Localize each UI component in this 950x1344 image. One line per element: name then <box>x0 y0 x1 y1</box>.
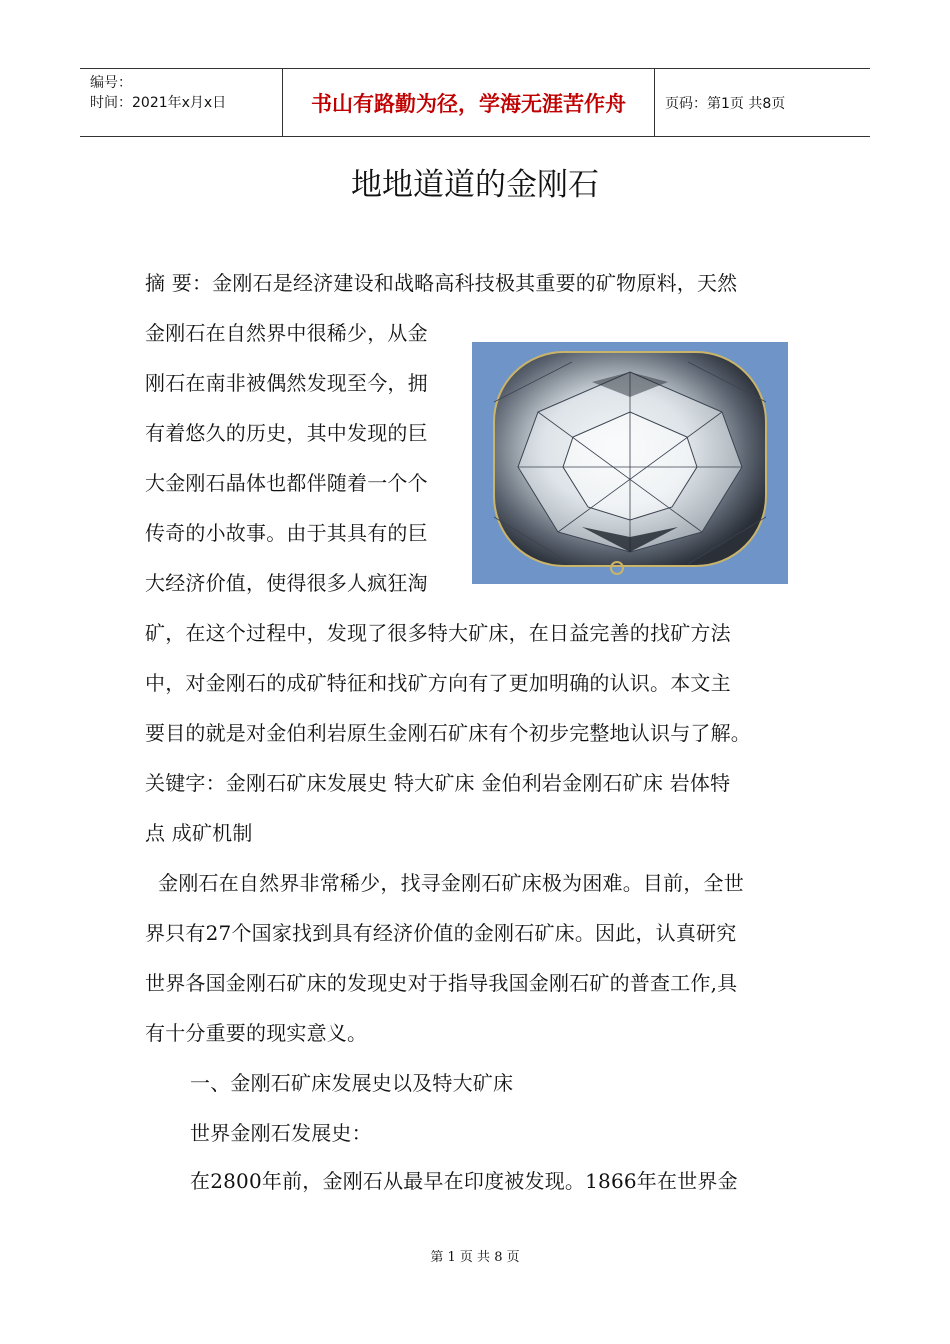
abstract-line-6: 传奇的小故事。由于其具有的巨 <box>145 521 428 545</box>
document-title: 地地道道的金刚石 <box>351 167 599 203</box>
page-info: 页码：第1页 共8页 <box>665 95 786 112</box>
abstract-line-9: 中，对金刚石的成矿特征和找矿方向有了更加明确的认识。本文主 <box>145 671 731 695</box>
motto: 书山有路勤为径，学海无涯苦作舟 <box>283 69 655 136</box>
abstract-label: 摘 要： <box>145 271 213 295</box>
header-meta-cell <box>80 69 283 136</box>
page-footer: 第 1 页 共 8 页 <box>430 1250 520 1265</box>
abstract-line-8: 矿，在这个过程中，发现了很多特大矿床，在日益完善的找矿方法 <box>145 621 731 645</box>
abstract-line-10: 要目的就是对金伯利岩原生金刚石矿床有个初步完整地认识与了解。 <box>145 721 751 745</box>
abstract-line-5: 大金刚石晶体也都伴随着一个个 <box>145 471 428 495</box>
subheading-1: 世界金刚石发展史： <box>190 1121 372 1145</box>
diamond-photo-icon <box>472 342 788 584</box>
document-header <box>80 68 870 137</box>
abstract-line-4: 有着悠久的历史，其中发现的巨 <box>145 421 428 445</box>
body-paragraph-1-line-3: 世界各国金刚石矿床的发现史对于指导我国金刚石矿的普查工作,具 <box>145 971 738 995</box>
body-paragraph-1-line-2: 界只有27个国家找到具有经济价值的金刚石矿床。因此，认真研究 <box>145 921 737 945</box>
time-label: 时间：2021年x月x日 <box>90 95 227 111</box>
abstract-line-3: 刚石在南非被偶然发现至今，拥 <box>145 371 428 395</box>
keywords-line-2: 点 成矿机制 <box>145 821 253 845</box>
body-paragraph-1-line-1: 金刚石在自然界非常稀少，找寻金刚石矿床极为困难。目前，全世 <box>145 871 744 895</box>
abstract-line-7: 大经济价值，使得很多人疯狂淘 <box>145 571 428 595</box>
number-label: 编号： <box>90 75 132 91</box>
body-paragraph-2-line-1: 在2800年前，金刚石从最早在印度被发现。1866年在世界金 <box>190 1169 738 1193</box>
abstract-line-2: 金刚石在自然界中很稀少，从金 <box>145 321 428 345</box>
body-paragraph-1-line-4: 有十分重要的现实意义。 <box>145 1021 368 1045</box>
keywords-line-1: 关键字：金刚石矿床发展史 特大矿床 金伯利岩金刚石矿床 岩体特 <box>145 771 731 795</box>
abstract-line-1: 摘 要：金刚石是经济建设和战略高科技极其重要的矿物原料，天然 <box>145 271 738 295</box>
section-heading-1: 一、金刚石矿床发展史以及特大矿床 <box>190 1071 514 1095</box>
